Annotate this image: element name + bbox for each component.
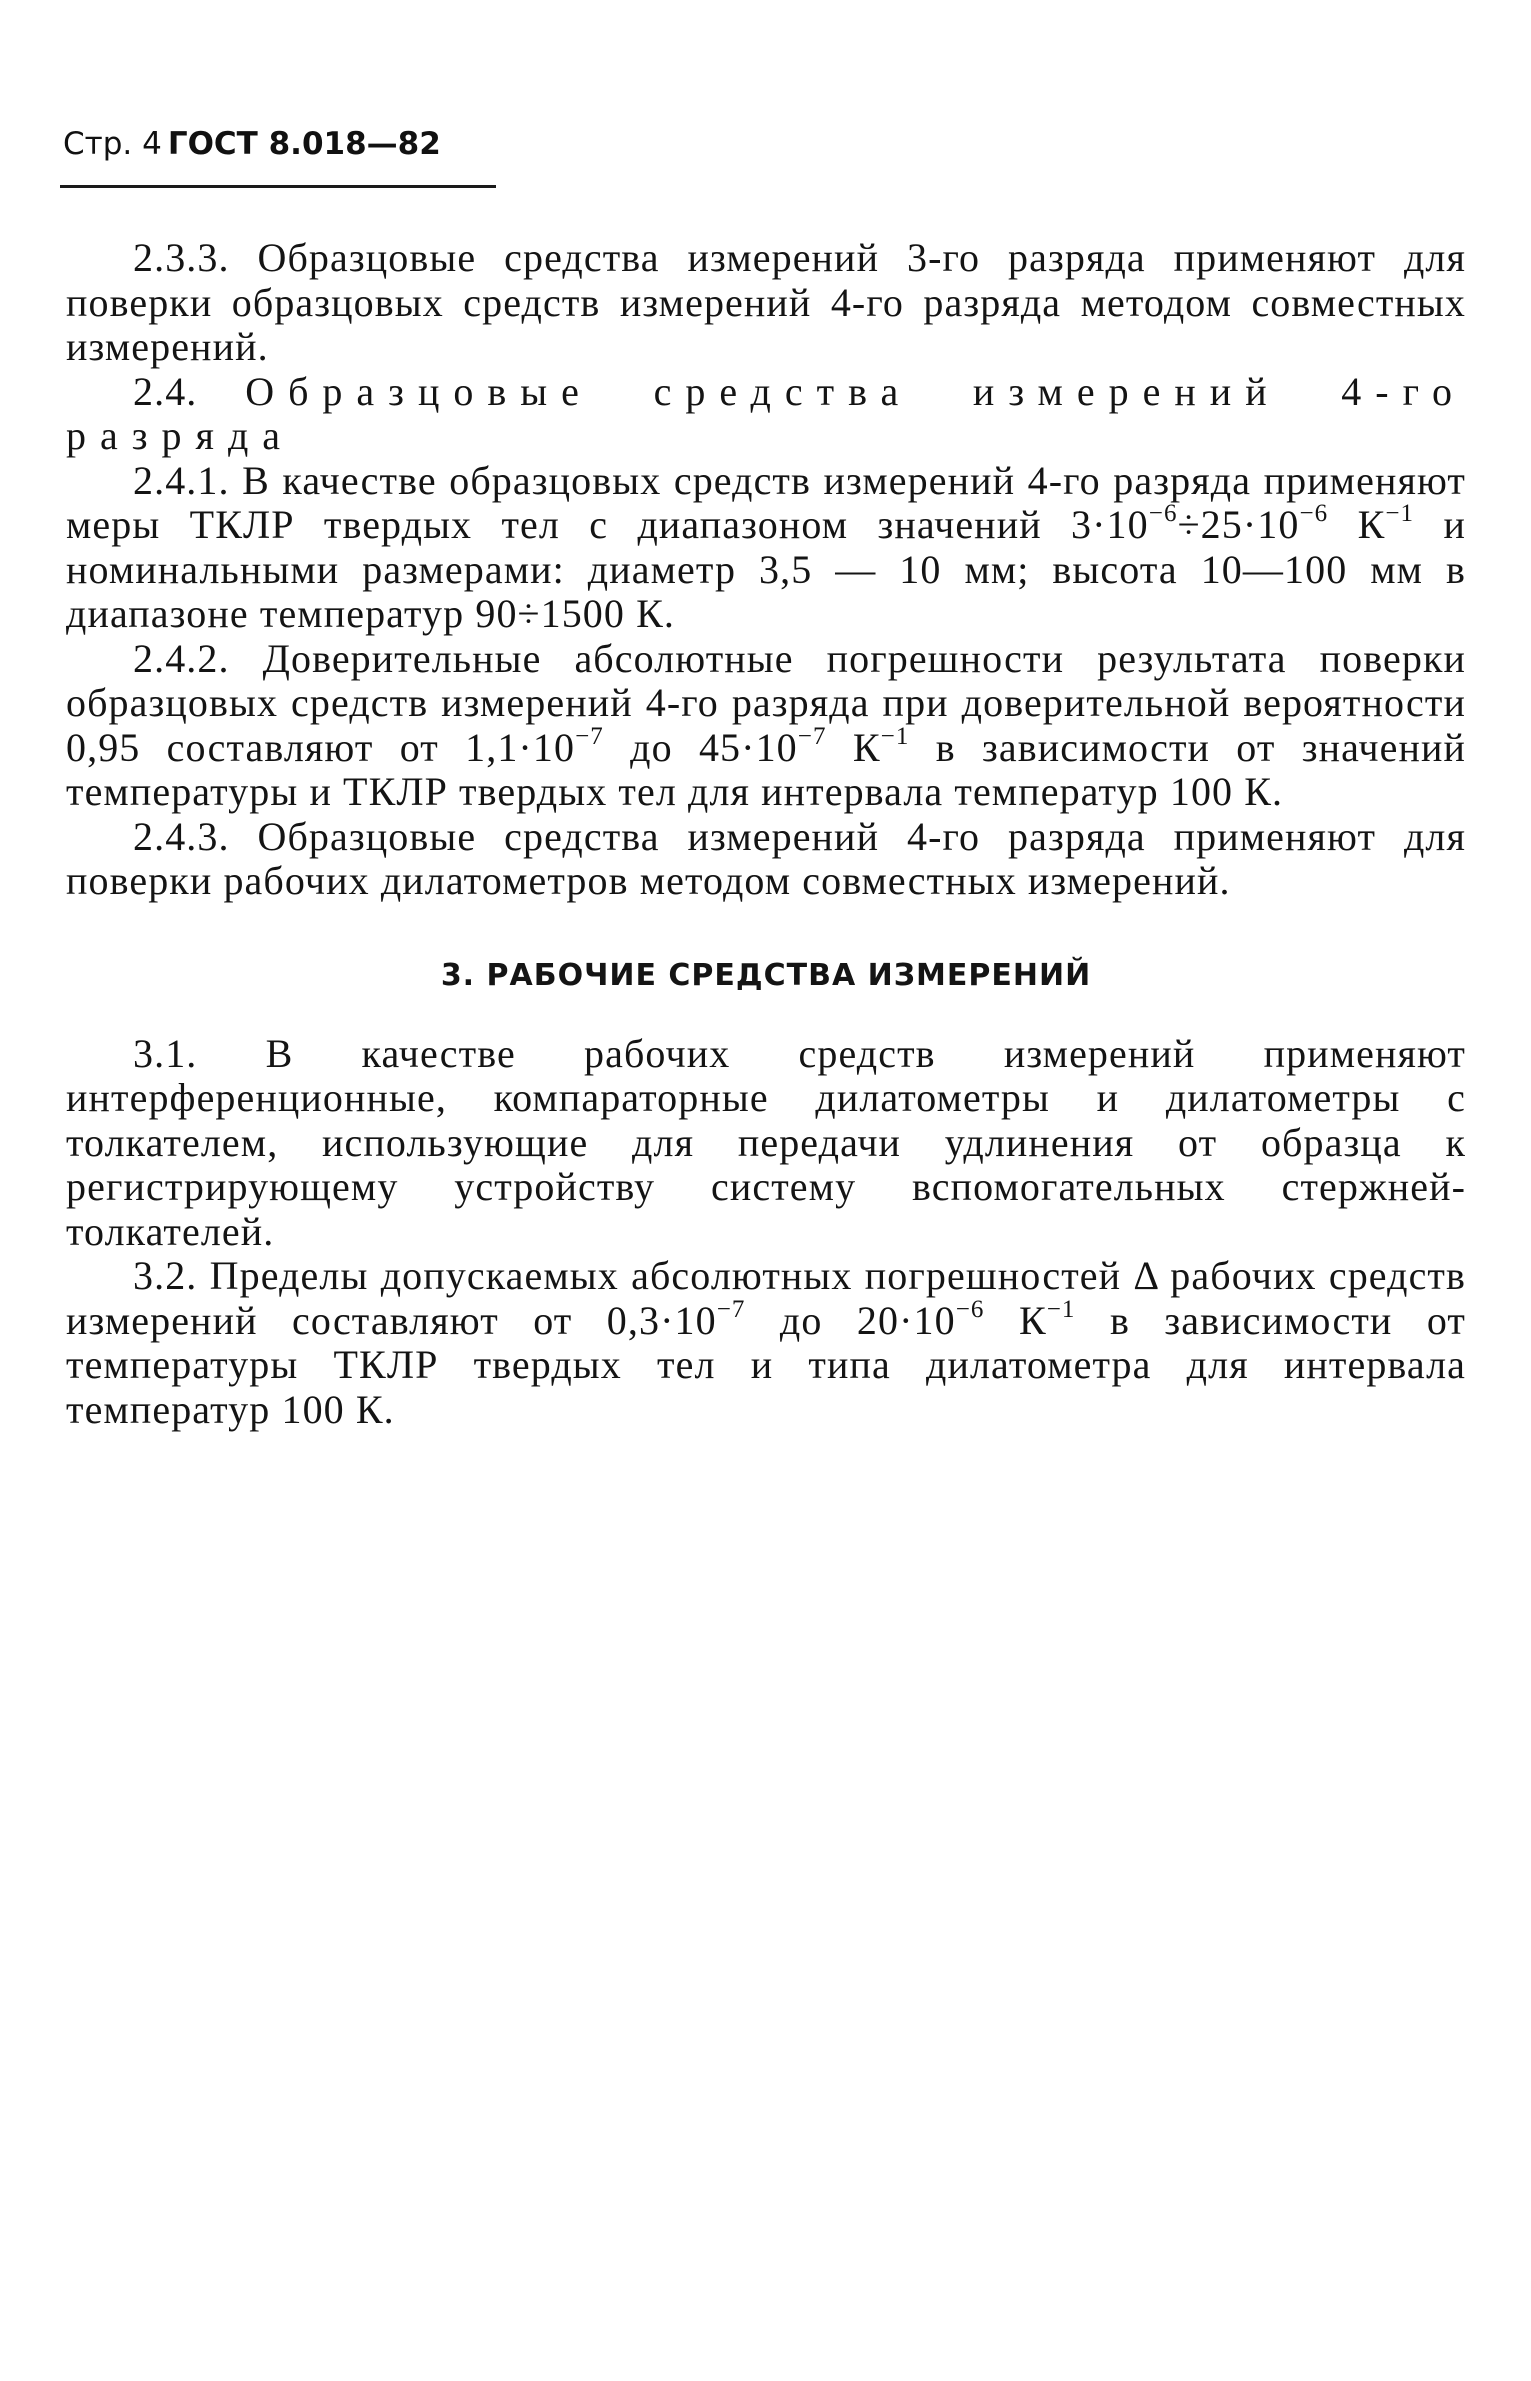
- section-heading-3: 3. РАБОЧИЕ СРЕДСТВА ИЗМЕРЕНИЙ: [440, 957, 1092, 993]
- exponent: −6: [1148, 500, 1178, 527]
- document-body: [66, 236, 1466, 1432]
- text-run: К: [984, 1297, 1047, 1343]
- doc-code: ГОСТ 8.018—82: [167, 126, 441, 162]
- paragraph-2-4-heading: [66, 370, 1466, 459]
- header-rule: [60, 185, 496, 188]
- exponent: −7: [716, 1295, 746, 1323]
- exponent: −6: [955, 1295, 985, 1323]
- text-run: до 20·10: [745, 1297, 956, 1343]
- text-run: 3.2. Пределы допускаемых абсолютных погрешностей Δ рабочих средств измерений составляют от 0,3·10: [66, 1253, 1466, 1343]
- exponent: −7: [797, 722, 827, 750]
- exponent: −7: [575, 722, 604, 750]
- text-run: 2.4.1. В качестве образцовых средств измерений 4-го разряда применяют меры ТКЛР твердых тел с диапазоном значений 3·10: [66, 457, 1466, 547]
- exponent: −6: [1299, 500, 1329, 527]
- paragraph-2-3-3: 2.3.3. Образцовые средства измерений 3-го разряда применяют для поверки образцовых средств измерений 4-го разряда методом совместных измерений.: [66, 235, 1466, 369]
- text-run: до 45·10: [603, 724, 798, 770]
- running-header: [63, 124, 441, 164]
- section-title-2-4: Образцовые средства измерений 4-го разряда: [66, 368, 1466, 458]
- paragraph-2-4-2: [66, 637, 1466, 815]
- text-run: К: [826, 724, 881, 770]
- text-run: в зависимости от температуры ТКЛР твердых тел и типа дилатометра для интервала температур 100 К.: [66, 1297, 1466, 1432]
- exponent: −1: [1046, 1295, 1076, 1323]
- exponent: −1: [1385, 500, 1415, 527]
- paragraph-3-2: [66, 1254, 1466, 1432]
- paragraph-2-4-3: 2.4.3. Образцовые средства измерений 4-го разряда применяют для поверки рабочих дилатометров методом совместных измерений.: [66, 813, 1466, 903]
- paragraph-2-4-1: [66, 459, 1466, 637]
- exponent: −1: [880, 722, 910, 750]
- text-run: К: [1328, 502, 1386, 547]
- text-run: и номинальными размерами: диаметр 3,5 — 10 мм; высота 10—100 мм в диапазоне температур 90÷1500 К.: [66, 502, 1466, 636]
- text-run: в зависимости от значений температуры и ТКЛР твердых тел для интервала температур 100 К.: [66, 724, 1466, 814]
- section-number: 2.4.: [133, 368, 198, 414]
- text-run: ÷25·10: [1177, 502, 1300, 547]
- text-run: 2.4.2. Доверительные абсолютные погрешности результата поверки образцовых средств измерений 4-го разряда при доверительной вероятности 0,95 составляют от 1,1·10: [66, 635, 1466, 770]
- page-label: Стр. 4: [63, 126, 162, 162]
- paragraph-3-1: 3.1. В качестве рабочих средств измерений применяют интерференционные, компараторные дилатометры и дилатометры с толкателем, использующие для передачи удлинения от образца к регистрирующему устройству систему вспомогательных стержней-толкателей.: [66, 1030, 1466, 1254]
